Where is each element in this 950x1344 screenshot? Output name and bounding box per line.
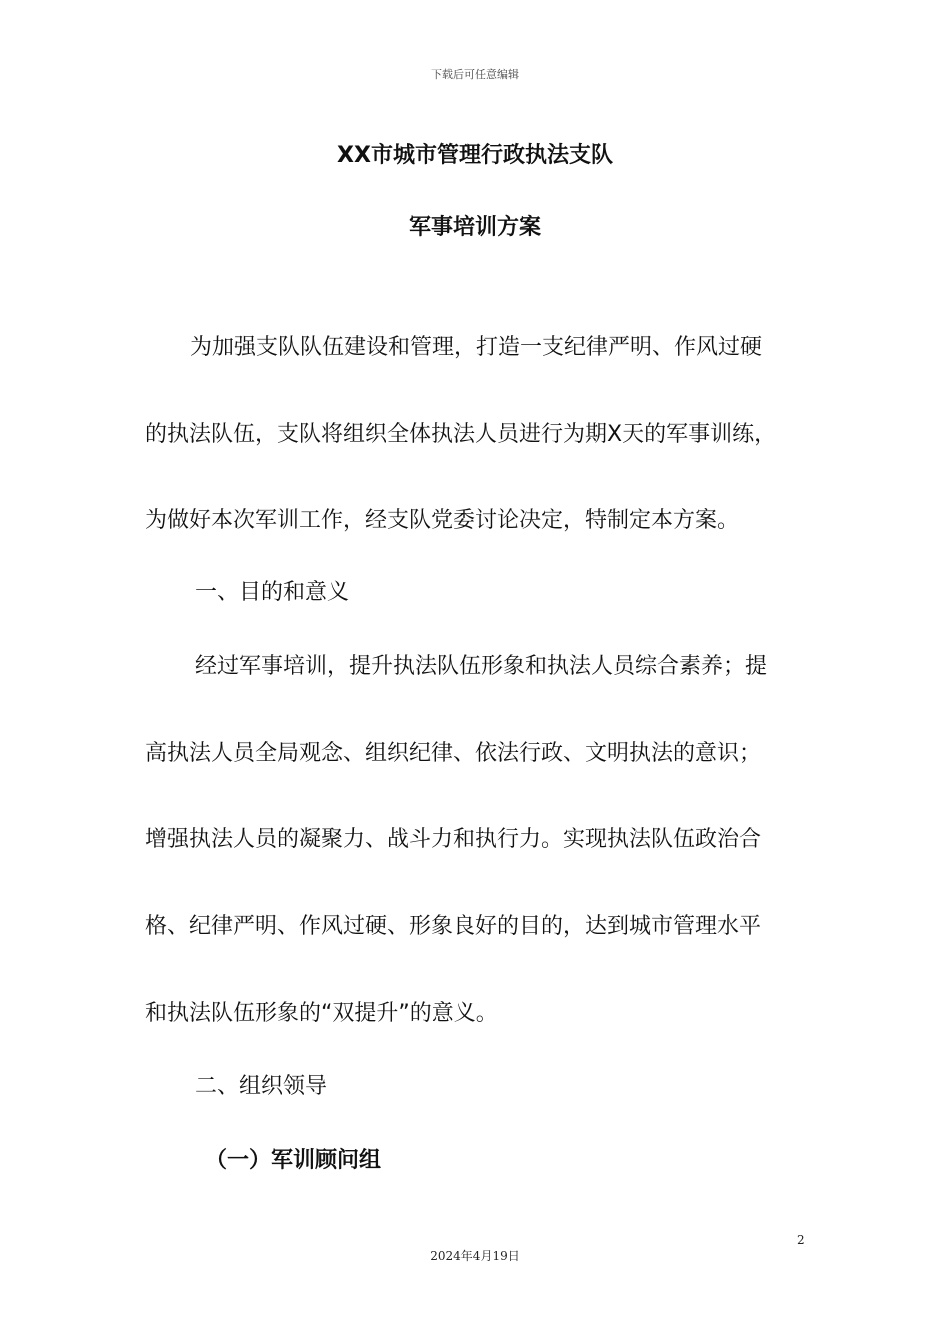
document-title-line-2: 军事培训方案 <box>408 215 541 240</box>
section-1-line-1: 经过军事培训，提升执法队伍形象和执法人员综合素养；提 <box>195 654 768 679</box>
section-2-heading: 二、组织领导 <box>195 1074 328 1099</box>
footer-date: 2024年4月19日 <box>430 1249 520 1263</box>
intro-line-3: 为做好本次军训工作，经支队党委讨论决定，特制定本方案。 <box>145 508 740 533</box>
document-title-line-1: XX市城市管理行政执法支队 <box>337 143 613 168</box>
section-1-line-5: 和执法队伍形象的“双提升”的意义。 <box>145 1001 498 1026</box>
intro-line-1: 为加强支队队伍建设和管理，打造一支纪律严明、作风过硬 <box>190 335 763 360</box>
section-1-heading: 一、目的和意义 <box>195 580 350 605</box>
header-note: 下载后可任意编辑 <box>431 68 519 81</box>
section-1-line-4: 格、纪律严明、作风过硬、形象良好的目的，达到城市管理水平 <box>145 914 762 939</box>
subsection-1-heading: （一）军训顾问组 <box>205 1148 382 1173</box>
page-number: 2 <box>797 1233 805 1247</box>
section-1-line-2: 高执法人员全局观念、组织纪律、依法行政、文明执法的意识； <box>145 741 762 766</box>
intro-line-2: 的执法队伍，支队将组织全体执法人员进行为期X天的军事训练， <box>145 422 777 447</box>
section-1-line-3: 增强执法人员的凝聚力、战斗力和执行力。实现执法队伍政治合 <box>145 827 762 852</box>
